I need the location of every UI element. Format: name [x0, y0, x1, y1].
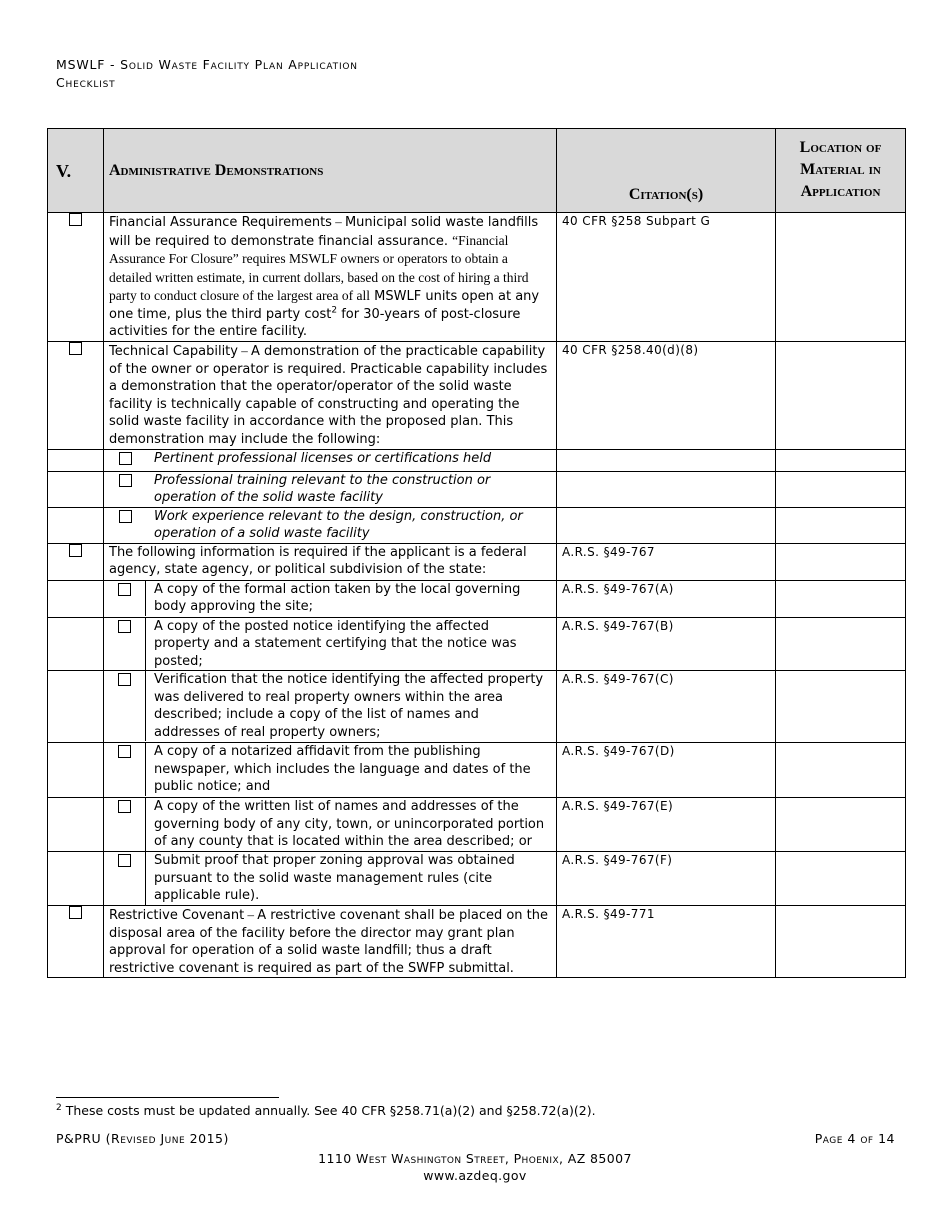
citation-cell: A.R.S. §49-767(E) — [557, 798, 776, 852]
header-title: MSWLF - Solid Waste Facility Plan Application — [56, 57, 358, 72]
location-input-cell[interactable] — [776, 617, 906, 671]
federal-agency-text: The following information is required if the applicant is a federal agency, state agency, or political subdivision of the state: — [104, 543, 557, 580]
table-row — [48, 507, 906, 543]
table-row — [48, 580, 906, 617]
location-input-cell[interactable] — [776, 852, 906, 906]
citation-cell: 40 CFR §258.40(d)(8) — [557, 342, 776, 450]
citation-cell: A.R.S. §49-767(D) — [557, 743, 776, 798]
footnote-marker: 2 — [331, 305, 338, 316]
written-list-checkbox[interactable] — [118, 800, 131, 813]
citation-cell: 40 CFR §258 Subpart G — [557, 213, 776, 342]
citation-cell: A.R.S. §49-767(C) — [557, 671, 776, 743]
footnote-divider — [56, 1097, 279, 1098]
footer-address-block — [0, 1150, 950, 1184]
table-row — [48, 671, 906, 743]
sub-item-text: A copy of the written list of names and addresses of the governing body of any city, town, or unincorporated portion of any county that is located within the area described; or — [154, 799, 545, 849]
restrictive-covenant-text: Restrictive Covenant – A restrictive covenant shall be placed on the disposal area of the facility before the director may grant plan approval for operation of a solid waste landfill; thus a draft restrictive covenant is required as part of the SWFP submittal. — [104, 906, 557, 978]
citation-cell: A.R.S. §49-767 — [557, 543, 776, 580]
location-input-cell[interactable] — [776, 580, 906, 617]
location-input-cell[interactable] — [776, 906, 906, 978]
table-row — [48, 342, 906, 450]
citation-cell: A.R.S. §49-767(F) — [557, 852, 776, 906]
page-number: Page 4 of 14 — [814, 1131, 895, 1146]
footnote-number: 2 — [56, 1102, 62, 1113]
sub-item-text: A copy of the formal action taken by the local governing body approving the site; — [154, 581, 521, 614]
office-address: 1110 West Washington Street, Phoenix, AZ 85007 — [318, 1151, 632, 1166]
citation-cell: A.R.S. §49-771 — [557, 906, 776, 978]
location-input-cell[interactable] — [776, 342, 906, 450]
technical-capability-checkbox[interactable] — [69, 342, 82, 355]
header-subtitle: Checklist — [56, 75, 116, 90]
sub-item-text: Verification that the notice identifying the affected property was delivered to real property owners within the area described; include a copy of the list of names and addresses of real property owners; — [154, 672, 544, 740]
sub-item-text: Professional training relevant to the construction or operation of the solid waste facility — [154, 472, 491, 505]
table-row — [48, 543, 906, 580]
experience-checkbox[interactable] — [119, 510, 132, 523]
sub-item-text: Submit proof that proper zoning approval was obtained pursuant to the solid waste management rules (cite applicable rule). — [154, 853, 515, 903]
licenses-checkbox[interactable] — [119, 452, 132, 465]
table-row — [48, 906, 906, 978]
sub-item-text: A copy of the posted notice identifying the affected property and a statement certifying that the notice was posted; — [154, 618, 517, 669]
table-row — [48, 213, 906, 342]
table-row — [48, 450, 906, 472]
location-input-cell[interactable] — [776, 507, 906, 543]
verification-checkbox[interactable] — [118, 673, 131, 686]
restrictive-covenant-checkbox[interactable] — [69, 906, 82, 919]
document-header — [56, 56, 358, 92]
zoning-checkbox[interactable] — [118, 854, 131, 867]
table-row — [48, 798, 906, 852]
location-input-cell[interactable] — [776, 543, 906, 580]
sub-item-text: Pertinent professional licenses or certifications held — [154, 451, 492, 466]
table-row — [48, 617, 906, 671]
table-row — [48, 471, 906, 507]
table-row — [48, 743, 906, 798]
revision-label: P&PRU (Revised June 2015) — [56, 1131, 229, 1146]
table-row — [48, 852, 906, 906]
footnote — [56, 1103, 596, 1118]
table-header-row — [48, 129, 906, 213]
technical-capability-text: Technical Capability – A demonstration of the practicable capability of the owner or operator is required. Practicable capability includes a demonstration that the operator/operator of the solid waste facility is technically capable of constructing and operating the solid waste facility in accordance with the proposed plan. This demonstration may include the following: — [104, 342, 557, 450]
location-input-cell[interactable] — [776, 743, 906, 798]
posted-notice-checkbox[interactable] — [118, 620, 131, 633]
footnote-text: These costs must be updated annually. See 40 CFR §258.71(a)(2) and §258.72(a)(2). — [61, 1103, 596, 1118]
admin-header: Administrative Demonstrations — [104, 129, 557, 213]
affidavit-checkbox[interactable] — [118, 745, 131, 758]
citation-cell: A.R.S. §49-767(A) — [557, 580, 776, 617]
section-number: V. — [48, 129, 104, 213]
checklist-table — [47, 128, 906, 978]
location-input-cell[interactable] — [776, 471, 906, 507]
location-input-cell[interactable] — [776, 671, 906, 743]
training-checkbox[interactable] — [119, 474, 132, 487]
location-input-cell[interactable] — [776, 798, 906, 852]
federal-agency-checkbox[interactable] — [69, 544, 82, 557]
location-input-cell[interactable] — [776, 213, 906, 342]
citation-header: Citation(s) — [557, 129, 776, 213]
location-header: Location of Material in Application — [776, 129, 906, 213]
sub-item-text: Work experience relevant to the design, construction, or operation of a solid waste facility — [154, 508, 523, 541]
citation-cell: A.R.S. §49-767(B) — [557, 617, 776, 671]
sub-item-text: A copy of a notarized affidavit from the publishing newspaper, which includes the language and dates of the public notice; and — [154, 744, 531, 794]
website-link[interactable]: www.azdeq.gov — [423, 1168, 527, 1183]
financial-assurance-checkbox[interactable] — [69, 213, 82, 226]
location-input-cell[interactable] — [776, 450, 906, 472]
financial-assurance-text: Financial Assurance Requirements – Municipal solid waste landfills will be required to demonstrate financial assurance. “Financial Assurance For Closure” requires MSWLF owners or operators to obtain a detailed written estimate, in current dollars, based on the cost of hiring a third party to conduct closure of the largest area of all MSWLF units open at any one time, plus the third party cost$^2$ for 30-years of post-closure activities for the entire facility. — [104, 213, 557, 342]
formal-action-checkbox[interactable] — [118, 583, 131, 596]
